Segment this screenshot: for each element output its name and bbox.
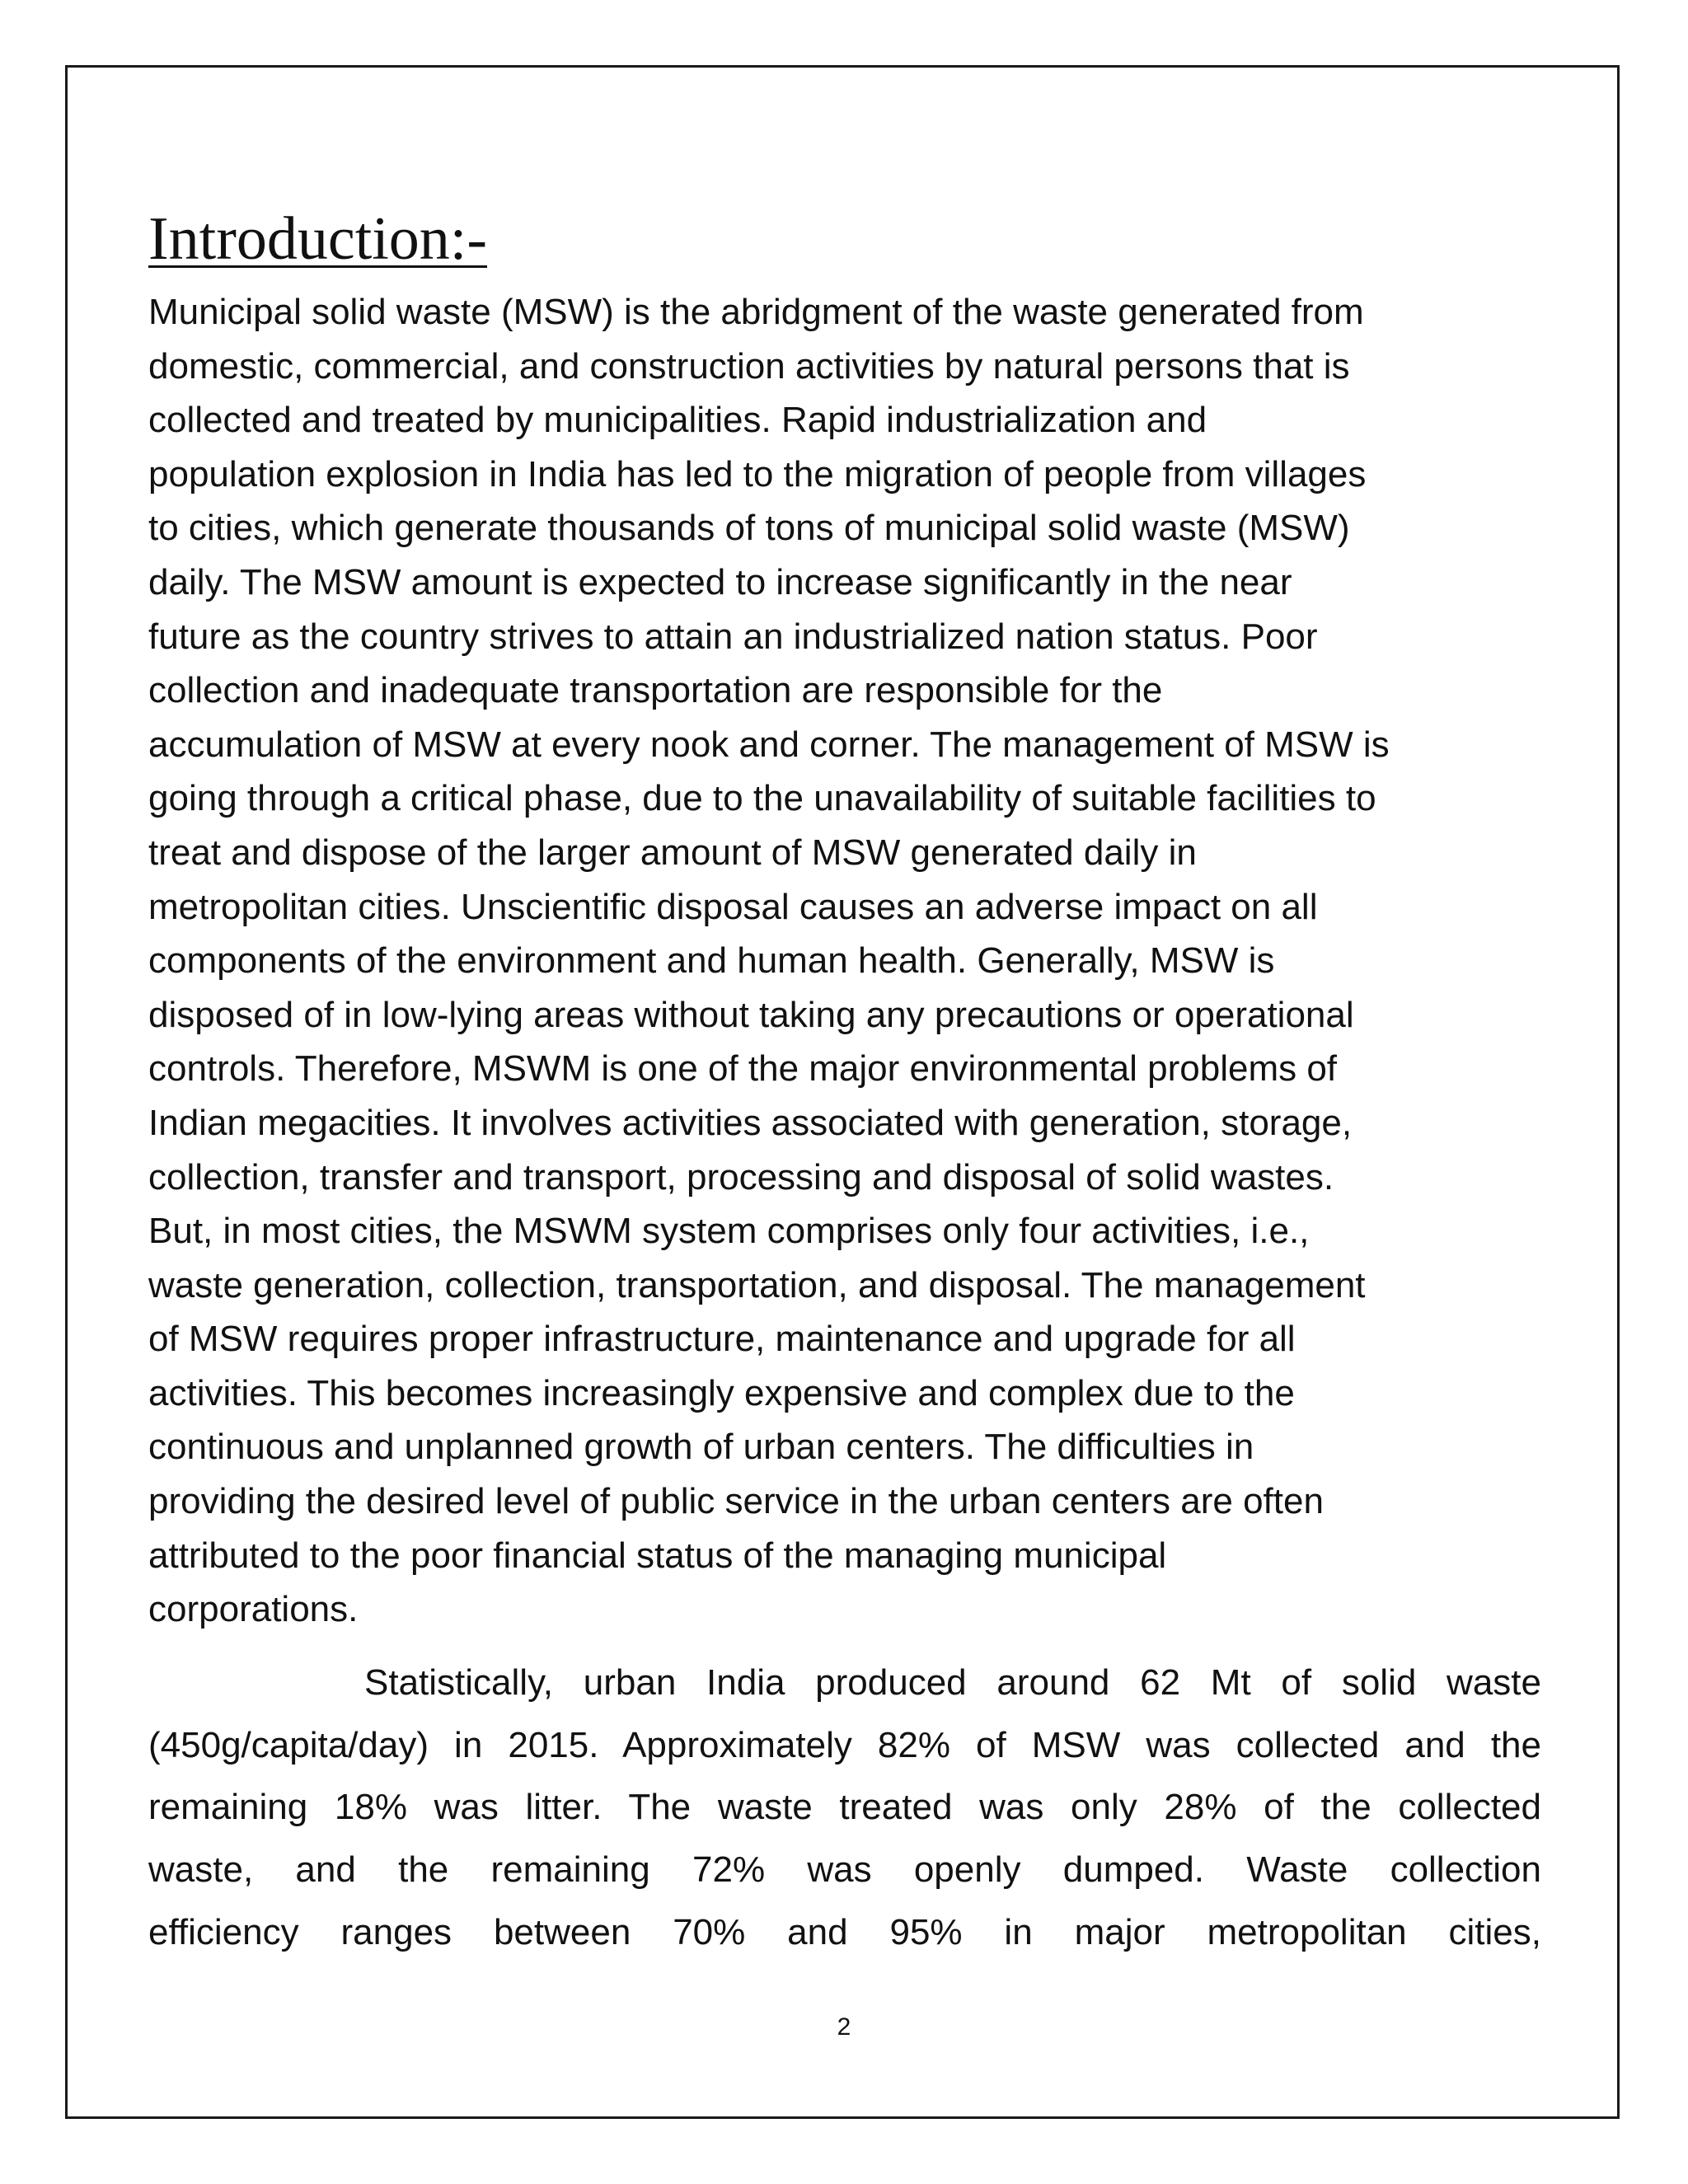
document-body (148, 198, 1541, 1963)
paragraph-line: disposed of in low-lying areas without taking any precautions or operational (148, 994, 1354, 1035)
paragraph-line: population explosion in India has led to the migration of people from villages (148, 453, 1367, 494)
section-heading: Introduction:- (148, 205, 488, 273)
paragraph-line: Statistically, urban India produced around 62 Mt of solid waste (364, 1661, 1541, 1703)
intro-paragraph (148, 285, 1541, 1637)
paragraph-line: controls. Therefore, MSWM is one of the major environmental problems of (148, 1048, 1338, 1090)
paragraph-line: daily. The MSW amount is expected to increase significantly in the near (148, 561, 1292, 602)
paragraph-line: collection, transfer and transport, processing and disposal of solid wastes. (148, 1156, 1334, 1197)
paragraph-line: future as the country strives to attain an industrialized nation status. Poor (148, 616, 1318, 657)
paragraph-line: attributed to the poor financial status of the managing municipal (148, 1535, 1167, 1576)
paragraph-line: components of the environment and human health. Generally, MSW is (148, 940, 1275, 982)
paragraph-line: activities. This becomes increasingly expensive and complex due to the (148, 1372, 1295, 1413)
paragraph-line: continuous and unplanned growth of urban centers. The difficulties in (148, 1427, 1254, 1468)
paragraph-line: (450g/capita/day) in 2015. Approximately 82% of MSW was collected and the (148, 1724, 1541, 1765)
paragraph-line: accumulation of MSW at every nook and corner. The management of MSW is (148, 724, 1390, 765)
paragraph-line: efficiency ranges between 70% and 95% in major metropolitan cities, (148, 1911, 1541, 1952)
paragraph-line: going through a critical phase, due to the unavailability of suitable facilities to (148, 778, 1376, 819)
paragraph-line: treat and dispose of the larger amount of MSW generated daily in (148, 832, 1197, 873)
paragraph-line: providing the desired level of public service in the urban centers are often (148, 1481, 1324, 1522)
paragraph-line: waste generation, collection, transportation, and disposal. The management (148, 1264, 1366, 1305)
statistics-paragraph (148, 1652, 1541, 1964)
paragraph-line: metropolitan cities. Unscientific disposal causes an adverse impact on all (148, 886, 1318, 927)
paragraph-line: Municipal solid waste (MSW) is the abridgment of the waste generated from (148, 292, 1364, 332)
paragraph-line: corporations. (148, 1589, 359, 1630)
paragraph-line: collected and treated by municipalities. Rapid industrialization and (148, 400, 1207, 441)
paragraph-line: waste, and the remaining 72% was openly dumped. Waste collection (148, 1849, 1541, 1890)
paragraph-line: remaining 18% was litter. The waste treated was only 28% of the collected (148, 1787, 1541, 1828)
paragraph-line: But, in most cities, the MSWM system comprises only four activities, i.e., (148, 1211, 1310, 1252)
page-number: 2 (837, 2013, 851, 2041)
paragraph-line: Indian megacities. It involves activities associated with generation, storage, (148, 1102, 1353, 1143)
paragraph-line: of MSW requires proper infrastructure, maintenance and upgrade for all (148, 1319, 1296, 1360)
paragraph-line: to cities, which generate thousands of tons of municipal solid waste (MSW) (148, 508, 1350, 549)
paragraph-line: collection and inadequate transportation are responsible for the (148, 670, 1163, 711)
paragraph-line: domestic, commercial, and construction activities by natural persons that is (148, 345, 1350, 387)
